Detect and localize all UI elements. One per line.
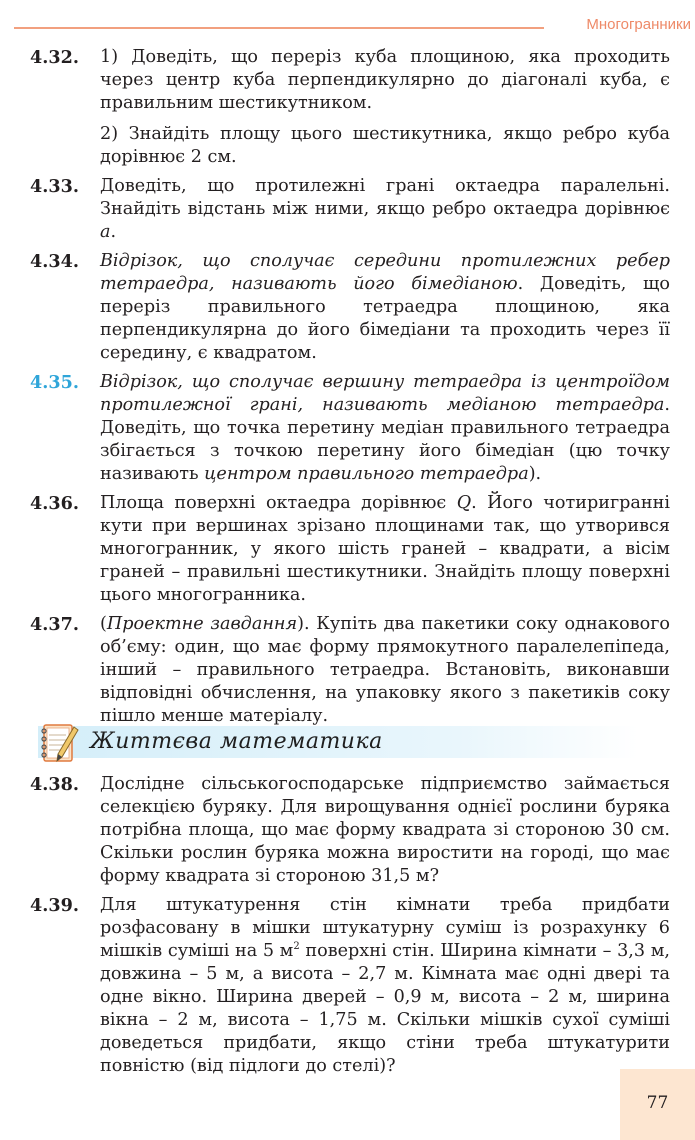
problem-item (30, 894, 670, 1078)
text-run: Для штукатурення стін кімнати треба придбати розфасовану в мішки штукатурну суміш із розрахунку 6 мішків суміші на 5 м (100, 895, 670, 961)
text-run: . Доведіть, що точка перетину медіан правильного тетраедра збігається з точкою перетину його бімедіан (цю точку називають (100, 395, 670, 484)
problem-number: 4.37. (30, 614, 79, 635)
problem-text (100, 773, 670, 888)
problem-item (30, 46, 670, 169)
problem-text (100, 250, 670, 365)
superscript: 2 (293, 941, 300, 953)
page-number: 77 (646, 1093, 669, 1113)
notebook-pencil-icon (38, 721, 80, 765)
text-run: Площа поверхні октаедра дорівнює (100, 493, 457, 513)
italic-text: Проектне завдання (106, 614, 298, 634)
running-header: Многогранники (586, 16, 691, 33)
italic-text: центром правильного тетраедра (204, 464, 529, 484)
text-run: . (110, 222, 117, 242)
problem-number: 4.35. (30, 372, 79, 393)
problem-item (30, 175, 670, 244)
problem-text (100, 175, 670, 244)
problem-text (100, 123, 670, 169)
problem-item (30, 492, 670, 607)
text-run: . Доведіть, що переріз правильного тетраедра площиною, яка перпендикулярна до його бімедіани та проходить через її середину, є квадратом. (100, 274, 670, 363)
problem-number: 4.33. (30, 176, 79, 197)
problem-list-practical (30, 773, 670, 1078)
problem-text (100, 613, 670, 728)
problem-text (100, 492, 670, 607)
problem-number: 4.34. (30, 251, 79, 272)
problem-text (100, 46, 670, 115)
problem-number: 4.32. (30, 47, 79, 68)
section-title: Життєва математика (90, 729, 383, 754)
italic-text: Відрізок, що сполучає вершину тетраедра із центроїдом протилежної грані, називають медіаною тетраедра (100, 372, 670, 415)
problem-item (30, 613, 670, 728)
problem-item (30, 371, 670, 486)
problem-text (100, 371, 670, 486)
text-run: Дослідне сільськогосподарське підприємство займається селекцією буряку. Для вирощування однієї рослини буряка потрібна площа, що має форму квадрата зі стороною 30 см. Скільки рослин буряка можна виростити на городі, що має форму квадрата зі стороною 31,5 м? (100, 774, 670, 886)
italic-text: a (100, 222, 111, 242)
text-run: Доведіть, що протилежні грані октаедра паралельні. Знайдіть відстань між ними, якщо ребро октаедра дорівнює (100, 176, 670, 219)
problem-number: 4.39. (30, 895, 79, 916)
text-run: 1) Доведіть, що переріз куба площиною, яка проходить через центр куба перпендикулярно до діагоналі куба, є правильним шестикутником. (100, 47, 670, 113)
text-run: ( (100, 614, 107, 634)
text-run: . Його чотиригранні кути при вершинах зрізано площинами так, що утворився многогранник, у якого шість граней – квадрати, а вісім граней – правильні шестикутники. Знайдіть площу поверхні цього многогранника. (100, 493, 670, 605)
text-run: 2) Знайдіть площу цього шестикутника, якщо ребро куба дорівнює 2 см. (100, 124, 670, 167)
text-run: поверхні стін. Ширина кімнати – 3,3 м, довжина – 5 м, а висота – 2,7 м. Кімната має одні двері та одне вікно. Ширина дверей – 0,9 м, висота – 2 м, ширина вікна – 2 м, висота – 1,75 м. Скільки мішків сухої суміші доведеться придбати, якщо стіни треба штукатурити повністю (від підлоги до стелі)? (100, 941, 670, 1076)
header-rule (14, 27, 544, 29)
page-number-box (620, 1069, 695, 1140)
section-banner (38, 721, 670, 765)
text-run: ). (528, 464, 542, 484)
problem-item (30, 773, 670, 888)
problem-list (30, 46, 670, 728)
text-run: ). Купіть два пакетики соку однакового об’єму: один, що має форму прямокутного паралелепіпеда, інший – правильного тетраедра. Встановіть, виконавши відповідні обчислення, на упаковку якого з пакетиків соку пішло менше матеріалу. (100, 614, 671, 726)
italic-text: Q (456, 493, 472, 513)
problem-item (30, 250, 670, 365)
problem-number: 4.38. (30, 774, 79, 795)
problem-text (100, 894, 670, 1078)
problem-number: 4.36. (30, 493, 79, 514)
italic-text: Відрізок, що сполучає середини протилежних ребер тетраедра, називають його бімедіаною (100, 251, 670, 294)
